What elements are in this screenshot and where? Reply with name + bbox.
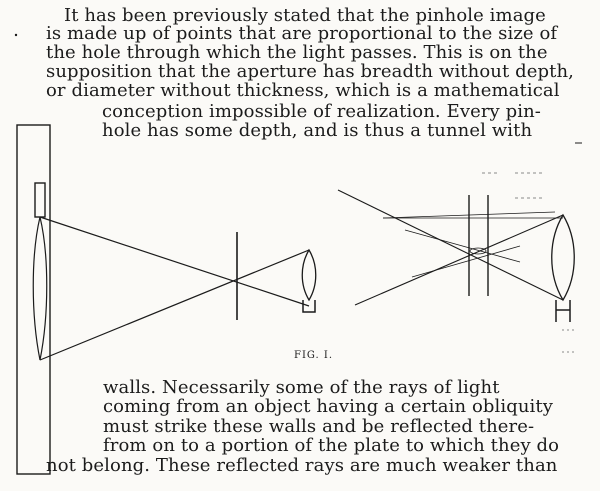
plate-bracket: [35, 183, 45, 217]
text-line-4: supposition that the aperture has breadth without depth,: [46, 61, 574, 82]
candle-flame: [302, 250, 316, 300]
text-line-5: or diameter without thickness, which is a mathematical: [46, 80, 560, 101]
text-line-12: not belong. These reflected rays are much weaker than: [46, 455, 558, 476]
ray-upper: [40, 217, 309, 306]
ray-a: [338, 190, 563, 300]
ray-e: [412, 246, 520, 277]
text-line-1: It has been previously stated that the pinhole image: [64, 5, 546, 26]
object-holder: [556, 300, 570, 322]
inverted-image-shape: [33, 217, 47, 360]
text-line-8: walls. Necessarily some of the rays of light: [103, 377, 500, 398]
text-line-2: is made up of points that are proportional to the size of: [46, 23, 558, 44]
text-line-7: hole has some depth, and is thus a tunnel with: [102, 120, 533, 141]
margin-dot: [15, 34, 17, 36]
crossing-point: [470, 248, 486, 254]
ray-lower: [40, 250, 309, 360]
text-line-10: must strike these walls and be reflected there-: [103, 416, 535, 437]
text-line-9: coming from an object having a certain obliquity: [103, 396, 554, 417]
ray-d: [405, 230, 520, 262]
object-flame: [552, 215, 575, 300]
text-line-11: from on to a portion of the plate to which they do: [103, 435, 560, 456]
text-line-6: conception impossible of realization. Every pin-: [102, 101, 541, 122]
text-line-3: the hole through which the light passes. This is on the: [46, 42, 548, 63]
figure-caption: FIG. I.: [294, 350, 334, 361]
ray-c: [355, 215, 563, 305]
